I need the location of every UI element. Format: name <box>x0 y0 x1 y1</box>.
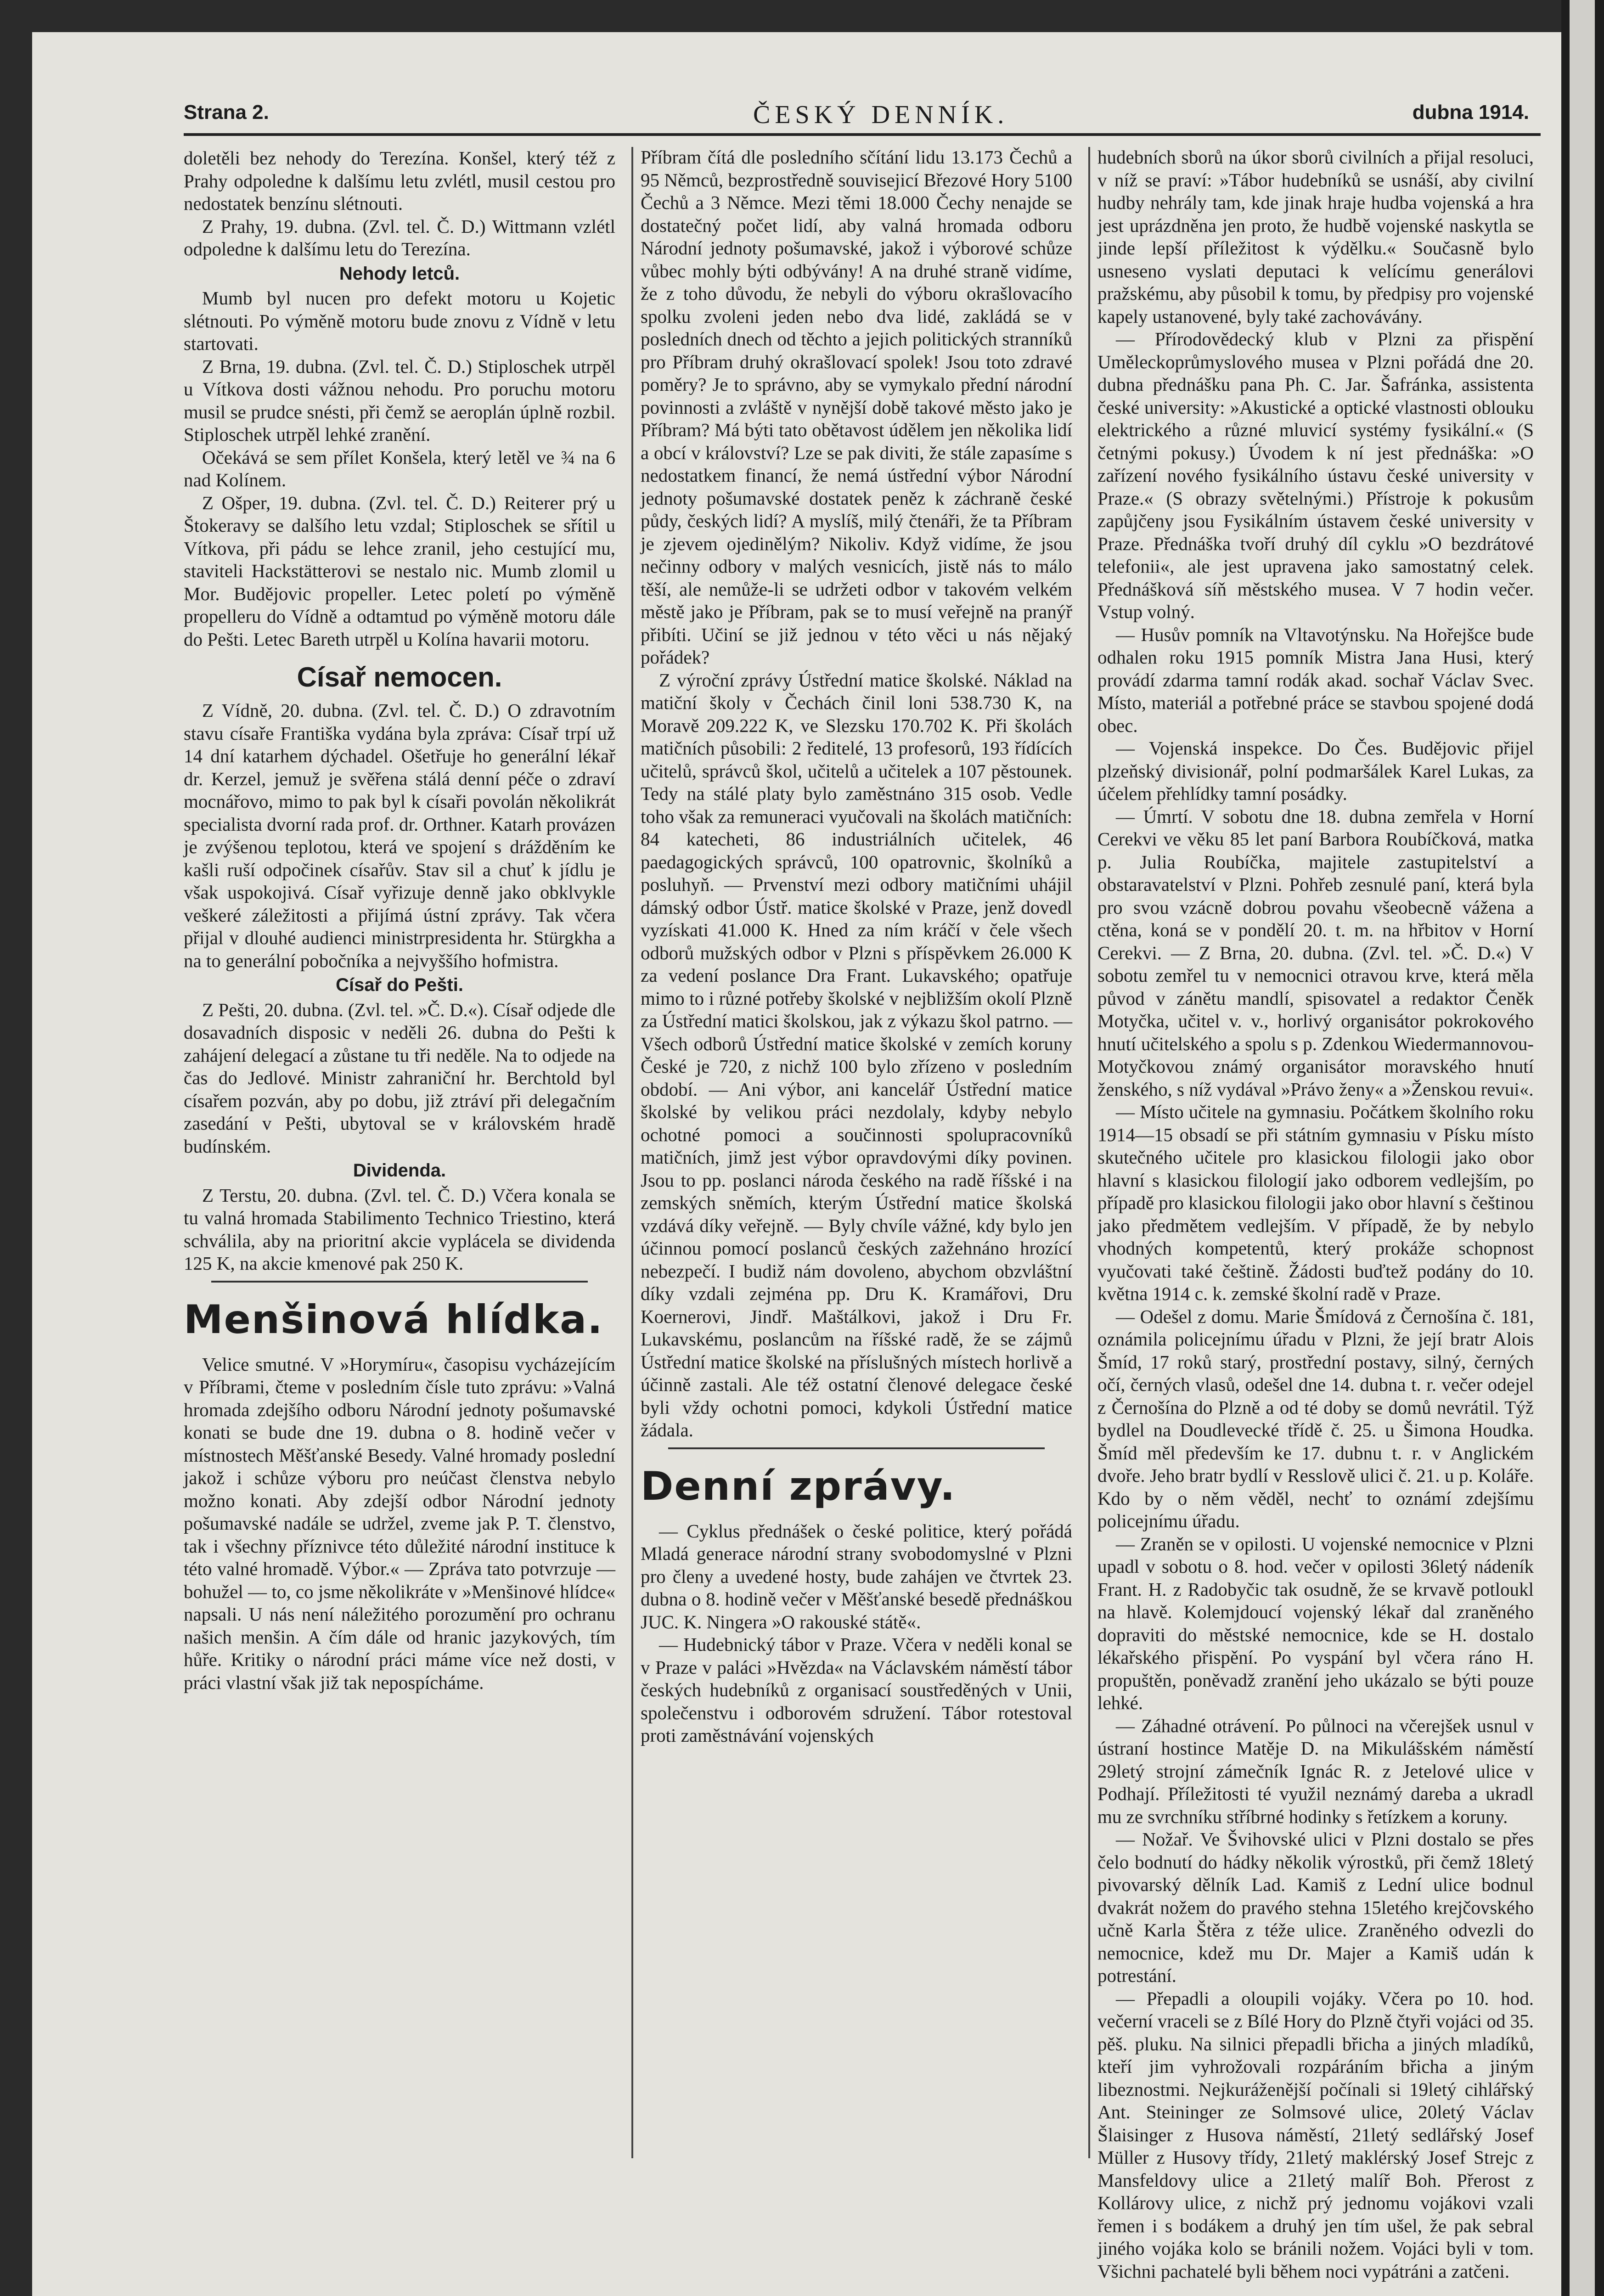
column-separator <box>631 147 633 2158</box>
article-paragraph: Velice smutné. V »Horymíru«, časopisu vycházejícím v Příbrami, čteme v posledním čísle tuto zprávu: »Valná hromada zdejšího odboru Národní jednoty pošumavské konati se bude dne 19. dubna o 8. hodině večer v místnostech Měšťanské Besedy. Valné hromady poslední jakož i schůze výboru pro neúčast členstva nebylo možno konati. Aby zdejší odbor Národní jednoty pošumavské nadále se udržel, zveme jak P. T. členstvo, tak i všechny příznivce této důležité národní instituce k této valné hromadě. Výbor.« — Zpráva tato potvrzuje — bohužel — to, co jsme několikráte v »Menšinové hlídce« napsali. U nás není náležitého porozumění pro ochranu našich menšin. A čím dále od hranic jazykových, tím hůře. Kritiky o národní práci máme více než dosti, v práci vlastní však již tak nepospícháme. <box>184 1353 615 1693</box>
issue-date: dubna 1914. <box>1412 101 1529 124</box>
news-item: — Husův pomník na Vltavotýnsku. Na Hořejšce bude odhalen roku 1915 pomník Mistra Jana Husi, který provádí zdarma tamní rodák akad. sochař Václav Svec. Místo, materiál a potřebné práce se stavbou spojené dodá obec. <box>1097 624 1534 736</box>
section-heading-large: Denní zprávy. <box>641 1463 956 1509</box>
article-paragraph: hudebních sborů na úkor sborů civilních a přijal resoluci, v níž se praví: »Tábor hudebníků se usnáší, aby civilní hudby nehrály tam, kde jinak hraje hudba vojenská a hra jest uprázdněna jen proto, že hudbě vojenské naskytla se jinde lepší příležitost k výdělku.« Současně bylo usneseno vyslati deputaci k velícímu generálovi pražskému, aby působil k tomu, by předpisy pro vojenské kapely ustanovené, byly také zachovávány. <box>1097 146 1534 327</box>
column-2 <box>641 146 1072 1747</box>
news-item: — Vojenská inspekce. Do Čes. Budějovic přijel plzeňský divisionář, polní podmaršálek Karel Lukas, za účelem přehlídky tamní posádky. <box>1097 737 1534 804</box>
article-paragraph: Z Brna, 19. dubna. (Zvl. tel. Č. D.) Stiploschek utrpěl u Vítkova dosti vážnou nehodu. Pro poruchu motoru musil se prudce snésti, při čemž se aeroplán úplně rozbil. Stiploschek utrpěl lehké zranění. <box>184 355 615 445</box>
column-separator <box>1088 147 1090 2158</box>
section-heading-large: Menšinová hlídka. <box>184 1296 603 1343</box>
article-paragraph: doletěli bez nehody do Terezína. Konšel, který též z Prahy odpoledne k dalšímu letu zvlétl, musil cestou pro nedostatek benzínu slétnouti. <box>184 147 615 214</box>
section-subheading: Císař do Pešti. <box>336 975 463 995</box>
news-item: — Přepadli a oloupili vojáky. Včera po 10. hod. večerní vraceli se z Bílé Hory do Plzně čtyři vojáci od 35. pěš. pluku. Na silnici přepadli břicha a jiných mladíků, kteří jim vyhrožovali rozpáráním břicha a jiným libeznostmi. Nejkuráženější počínali si 19letý cihlářský Ant. Steininger ze Solmsové ulice, 20letý Václav Šlaisinger z Husova náměstí, 21letý sedlářský Josef Müller z Husovy třídy, 21letý maklérský Josef Strejc z Mansfeldovy ulice a 21letý malíř Boh. Přerost z Kollárovy ulice, z nichž prý jednomu vojákovi vzali řemen i s bodákem a druhý jen tím ušel, že pak sebral jiného vojáka kolo se bránili nožem. Vojáci byli v tom. Všichni pachatelé byli během noci vypátráni a zatčeni. <box>1097 1987 1534 2282</box>
masthead-title: ČESKÝ DENNÍK. <box>753 101 1009 129</box>
column-3 <box>1097 146 1534 2283</box>
section-divider <box>211 1281 588 1283</box>
news-item: — Záhadné otrávení. Po půlnoci na včerejšek usnul v ústraní hostince Matěje D. na Mikulášském náměstí 29letý strojní zámečník Ignác R. z Jetelové ulice v Podhají. Příležitosti té využil neznámý dareba a ukradl mu ze svrchníku stříbrné hodinky s řetízkem a koruny. <box>1097 1715 1534 1827</box>
section-subheading: Nehody letců. <box>339 263 460 284</box>
scan-edge-strip <box>1570 0 1595 2296</box>
article-paragraph: Z Vídně, 20. dubna. (Zvl. tel. Č. D.) O zdravotním stavu císaře Františka vydána byla zpráva: Císař trpí už 14 dní katarhem dýchadel. Ošetřuje ho generální lékař dr. Kerzel, jemuž je svěřena stálá denní péče o zdraví mocnářovo, mimo to pak byl k císaři povolán několikrát specialista dvorní rada prof. dr. Orthner. Katarh provázen je zvýšenou teplotou, která ve spojení s drážděním ke kašli ruší odpočinek císařův. Stav sil a chuť k jídlu je však uspokojivá. Císař vyřizuje denně jako obklvykle veškeré záležitosti a přijímá ústní zprávy. Tak včera přijal v dlouhé audienci ministrpresidenta hr. Stürgkha a na to generální pobočníka a nejvyššího hofmistra. <box>184 700 615 971</box>
article-paragraph: Očekává se sem přílet Konšela, který letěl ve ¾ na 6 nad Kolínem. <box>184 446 615 490</box>
article-paragraph: Z Prahy, 19. dubna. (Zvl. tel. Č. D.) Wittmann vzlétl odpoledne k dalšímu letu do Terezína. <box>184 215 615 259</box>
article-paragraph: Z výroční zprávy Ústřední matice školské. Náklad na matiční školy v Čechách činil loni 538.730 K, na Moravě 209.222 K, ve Slezsku 170.702 K. Při školách matičních působili: 2 ředitelé, 13 profesorů, 193 řídících učitelů, správců škol, učitelů a učitelek a 107 pěstounek. Tedy na stálé platy bylo zaměstnáno 315 osob. Vedle toho však za remuneraci vyučovali na školách matičních: 84 katecheti, 86 industriálních učitelek, 46 paedagogických správců, 100 opatrovnic, školníků a posluhyň. — Prvenství mezi odbory matičními uhájil dámský odbor Ústř. matice školské v Praze, jenž dovedl vyzískati 41.000 K. Hned za ním kráčí v čele všech odborů mužských odbor v Plzni s příspěvkem 26.000 K za vedení poslance Dra Frant. Lukavského; opatřuje mimo to i různé potřeby školské v nejbližším okolí Plzně za Ústřední matici školskou, jak z výkazu škol patrno. — Všech odborů Ústřední matice školské v zemích koruny České je 720, z nichž 100 bylo zřízeno v posledním období. — Ani výbor, ani kancelář Ústřední matice školské by velikou práci nezdolaly, kdyby nebylo ochotné pomoci a součinnosti spolupracovníků matičních, jimž jest výbor opravdovými díky povinen. Jsou to pp. poslanci národa českého na radě říšské i na zemských sněmích, kterým Ústřední matice školská vzdává díky veřejně. — Byly chvíle vážné, kdy bylo jen účinnou pomocí poslanců českých zažehnáno hrozící nebezpečí. I budiž nám dovoleno, abychom obzvláštní díky vzdali zejména pp. Dru K. Kramářovi, Dru Koernerovi, Jindř. Maštálkovi, jakož i Dru Fr. Lukavskému, poslancům na říšské radě, že se zájmů Ústřední matice školské na příslušných místech horlivě a účinně zastali. Ale též ostatní členové delegace české byli vždy ochotni pomoci, kdykoli Ústřední matice žádala. <box>641 669 1072 1441</box>
news-item: — Odešel z domu. Marie Šmídová z Černošína č. 181, oznámila policejnímu úřadu v Plzni, že její bratr Alois Šmíd, 17 roků starý, prostřední postavy, silný, černých očí, černých vlasů, odešel dne 14. dubna t. r. večer odejel z Černošína do Plzně a od té doby se domů nevrátil. Týž bydlel na Doudlevecké třídě č. 25. u Šimona Houdka. Šmíd měl především ke 17. dubnu t. r. v Anglickém dvoře. Jeho bratr bydlí v Resslově ulici č. 21. u p. Koláře. Kdo by o něm věděl, nechť to oznámí zdejšímu policejnímu úřadu. <box>1097 1306 1534 1531</box>
article-paragraph: — Hudebnický tábor v Praze. Včera v neděli konal se v Praze v paláci »Hvězda« na Václavském náměstí tábor českých hudebníků z organisací soustředěných v Unii, společenstvu i odborovém sdružení. Tábor rotestoval proti zaměstnávání vojenských <box>641 1634 1072 1746</box>
section-divider <box>668 1447 1045 1449</box>
article-paragraph: Z Pešti, 20. dubna. (Zvl. tel. »Č. D.«). Císař odjede dle dosavadních disposic v neděli 26. dubna do Pešti k zahájení delegací a zůstane tu tři neděle. Na to odjede na čas do Jedlové. Ministr zahraniční hr. Berchtold byl císařem pozván, aby po dobu, již ztráví při delegačním zasedání v Pešti, ubytoval se v královském hradě budínském. <box>184 999 615 1157</box>
news-item: — Nožař. Ve Švihovské ulici v Plzni dostalo se přes čelo bodnutí do hádky několik výrostků, při čemž 18letý pivovarský dělník Lad. Kamiš z Lední ulice bodnul dvakrát nožem do pravého stehna 15letého krejčovského učně Karla Štěra z téže ulice. Zraněného odvezli do nemocnice, kdež mu Dr. Majer a Kamiš udán k potrestání. <box>1097 1829 1534 1986</box>
article-paragraph: — Cyklus přednášek o české politice, který pořádá Mladá generace národní strany svobodomyslné v Plzni pro členy a uvedené hosty, bude zahájen ve čtvrtek 23. dubna o 8. hodině večer v Měšťanské besedě přednáškou JUC. K. Ningera »O rakouské státě«. <box>641 1520 1072 1632</box>
article-paragraph: Z Ošper, 19. dubna. (Zvl. tel. Č. D.) Reiterer prý u Štokeravy se dalšího letu vzdal; Stiploschek se sřítil u Vítkova, při pádu se lehce zranil, jeho cestující mu, staviteli Hackstätterovi se nestalo nic. Mumb zlomil u Mor. Budějovic propeller. Letec poletí po výměně propelleru do Vídně a odtamtud po výměně motoru dále do Pešti. Letec Bareth utrpěl u Kolína havarii motoru. <box>184 492 615 650</box>
column-1 <box>184 147 615 1694</box>
page-header <box>174 96 1538 129</box>
article-paragraph: Mumb byl nucen pro defekt motoru u Kojetic slétnouti. Po výměně motoru bude znovu z Vídně v letu startovati. <box>184 287 615 354</box>
section-subheading: Dividenda. <box>353 1160 446 1181</box>
article-paragraph: Příbram čítá dle posledního sčítání lidu 13.173 Čechů a 95 Němců, bezprostředně souvisejicí Březové Hory 5100 Čechů a 3 Němce. Mezi těmi 18.000 Čechy nenajde se dostatečný počet lidí, aby valná hromada odboru Národní jednoty pošumavské, jakož i výborové schůze vůbec mohly býti odbývány! A na druhé straně vidíme, že z toho důvodu, že nebyli do výboru okrašlovacího spolku zvoleni jeden nebo dva lidé, zakládá se v posledních dnech od těchto a jejich politických stranníků pro Příbram druhý okrašlovací spolek! Jsou toto zdravé poměry? Je to správno, aby se vymykalo přední národní povinnosti a zvláště v nynější době takové město jako je Příbram? Má býti tato obětavost údělem jen několika lidí a obcí v království? Lze se pak diviti, že stále zapasíme s nedostatkem financí, že nemá ústřední výbor Národní jednoty pošumavské dostatek peněz k záchraně české půdy, českých lidí? A myslíš, milý čtenáři, že ta Příbram je zjevem ojedinělým? Nikoliv. Když vidíme, že jsou nečinny odbory v malých vesnicích, jistě nás to málo těší, ale nemůže-li se udržeti odbor v takovém velkém městě jako je Příbram, pak se to musí veřejně na pranýř přibíti. Učiní se již jednou v této věci u nás nějaký pořádek? <box>641 146 1072 668</box>
news-item: — Úmrtí. V sobotu dne 18. dubna zemřela v Horní Cerekvi ve věku 85 let paní Barbora Roubíčková, matka p. Julia Roubíčka, majitele zastupitelství a obstaravatelství v Plzni. Pohřeb zesnulé paní, která byla pro svou vzácně dobrou povahu všeobecně vážena a ctěna, koná se v pondělí 20. t. m. na hřbitov v Horní Cerekvi. — Z Brna, 20. dubna. (Zvl. tel. »Č. D.«) V sobotu zemřel tu v nemocnici otravou krve, která měla původ v zánětu mandlí, spisovatel a redaktor Čeněk Motyčka, učitel v. v., horlivý organisátor pokrokového hnutí učitelského a spolu s p. Zdenkou Wiedermannovou-Motyčkovou známý organisátor moravského hnutí ženského, s níž vydával »Právo ženy« a »Ženskou revui«. <box>1097 805 1534 1100</box>
header-rule <box>184 133 1541 136</box>
news-item: — Přírodovědecký klub v Plzni za přispění Uměleckoprůmyslového musea v Plzni pořádá dne 20. dubna přednášku pana Ph. C. Jar. Šafránka, assistenta české university: »Akustické a optické vlastnosti oblouku elektrického a různé mluvicí systémy fysikální.« (S četnými pokusy.) Úvodem k ní jest přednáška: »O zařízení nového fysikálního ústavu české university v Praze.« (S obrazy světelnými.) Přístroje k pokusům zapůjčeny jsou Fysikálním ústavem české university v Praze. Přednáška tvoří druhý díl cyklu »O bezdrátové telefonii«, ale jest upravena jako samostatný celek. Přednášková síň městského musea. V 7 hodin večer. Vstup volný. <box>1097 328 1534 622</box>
news-item: — Zraněn se v opilosti. U vojenské nemocnice v Plzni upadl v sobotu o 8. hod. večer v opilosti 36letý nádeník Frant. H. z Radobyčic tak osudně, že se krvavě potloukl na hlavě. Kolemjdoucí vojenský lékař dal zraněného dopraviti do městské nemocnice, kde se H. dostalo lékařského přispění. Po vyspání byl včera ráno H. propuštěn, poněvadž zranění jeho ukázalo se býti pouze lehké. <box>1097 1533 1534 1713</box>
article-paragraph: Z Terstu, 20. dubna. (Zvl. tel. Č. D.) Včera konala se tu valná hromada Stabilimento Technico Triestino, která schválila, aby na prioritní akcie vyplácela se dividenda 125 K, na akcie kmenové pak 250 K. <box>184 1184 615 1274</box>
page-number: Strana 2. <box>184 101 269 124</box>
section-heading: Císař nemocen. <box>297 662 502 692</box>
news-item: — Místo učitele na gymnasiu. Počátkem školního roku 1914—15 obsadí se při státním gymnasiu v Písku místo skutečného učitele pro klasickou filologii jako obor hlavní s klasickou filologií jako odborem vedlejším, po případě pro klasickou filologii jako obor hlavní s češtinou jako předmětem vedlejším. V případě, že by nebylo vhodných kompetentů, který prokáže schopnost vyučovati také češtině. Žádosti buďtež podány do 10. května 1914 c. k. zemské školní radě v Praze. <box>1097 1101 1534 1304</box>
